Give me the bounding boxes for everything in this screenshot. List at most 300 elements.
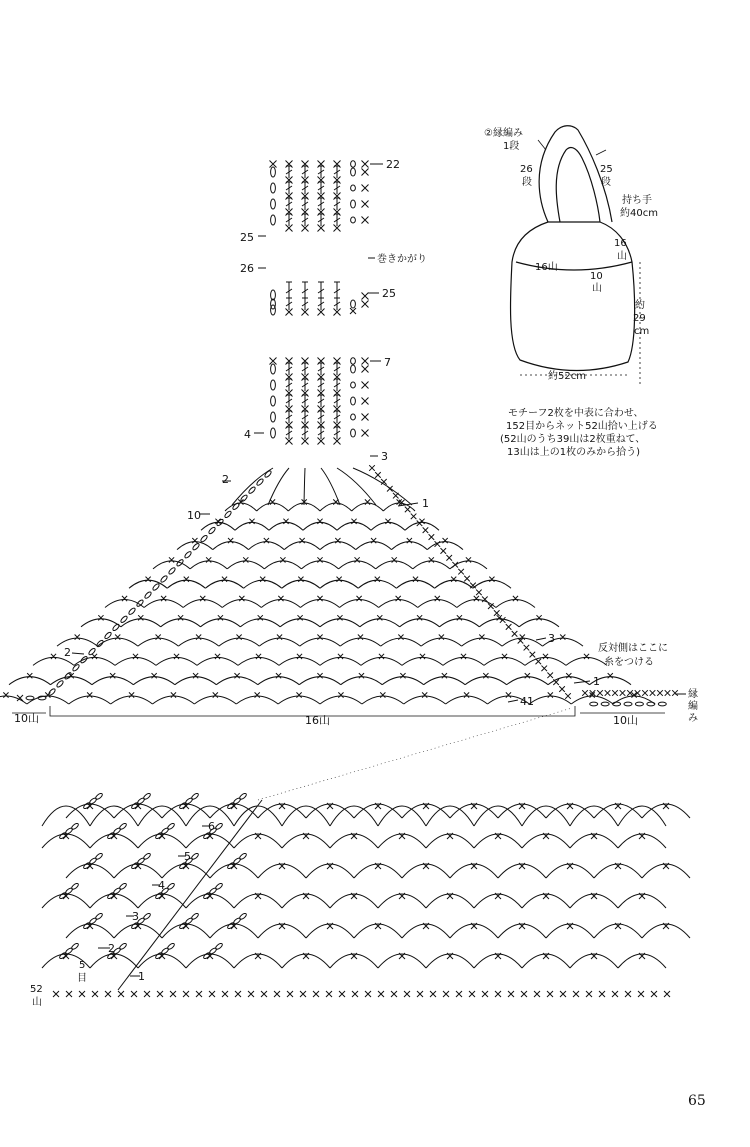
dc-stitch [302,282,308,300]
net-arch [474,806,522,826]
net-arch [175,677,216,685]
sc-stitch [543,654,548,659]
sc-stitch [317,519,322,524]
sc-stitch [222,577,227,582]
sc-stitch [296,692,301,697]
chain-stitch [271,380,276,390]
sc-stitch [651,991,657,997]
sc-stitch [161,596,166,601]
net-arch [356,542,392,550]
bag-height-2: 29 [633,313,646,324]
dc-stitch [334,166,340,178]
sc-stitch [417,615,422,620]
opposite-note-1: 反対側はここに [598,643,668,654]
sc-stitch [317,596,322,601]
sc-stitch [439,635,444,640]
dc-stitch [302,363,308,375]
sc-stitch [235,991,241,997]
sc-stitch [547,672,553,678]
sc-stitch [92,991,98,997]
dc-stitch [286,363,292,375]
net-arch [340,638,380,646]
net-arch [320,657,361,665]
fan-line [321,468,340,505]
sc-stitch [115,635,120,640]
sc-stitch [335,538,340,543]
net-mark-5: 5 [79,960,86,971]
dc-stitch [302,214,308,226]
net-arch [376,561,413,569]
chain-stitch [71,882,80,890]
net-arch [440,619,480,627]
net-row-1: 1 [138,970,145,983]
dc-stitch [334,363,340,375]
sc-stitch [297,654,302,659]
net-arch [320,696,362,704]
sc-stitch [385,519,390,524]
chain-stitch [271,428,276,438]
chain-stitch [351,382,356,388]
page-number: 65 [688,1093,706,1109]
sc-stitch [362,430,369,437]
net-arch [133,677,174,685]
sc-stitch [298,577,303,582]
dc-stitch [318,363,324,375]
sc-stitch [352,991,358,997]
sc-stitch [605,690,611,696]
sc-stitch [417,991,423,997]
sc-stitch [469,991,475,997]
net-arch [205,580,243,588]
sc-stitch [184,577,189,582]
net-arch [183,600,222,608]
dc-stitch [286,379,292,391]
sc-stitch [584,654,589,659]
sc-stitch [597,690,603,696]
net-arch [360,619,400,627]
chain-stitch [143,852,152,860]
net-arch [507,677,548,685]
sc-stitch [442,673,447,678]
net-arch [330,806,378,826]
chain-stitch [200,534,208,542]
chain-stitch [351,365,356,373]
sc-stitch [362,169,369,176]
dc-stitch [334,214,340,226]
sc-stitch [457,615,462,620]
net-arch [413,561,450,569]
net-arch [571,696,613,704]
label-arrows [72,481,686,702]
net-arch [435,580,473,588]
net-arch [279,657,320,665]
net-arch [111,696,153,704]
strap-row-22: 22 [386,158,400,171]
sc-stitch [400,673,405,678]
sc-stitch [422,692,427,697]
bag-width: 約52cm [548,371,586,382]
sc-stitch [138,615,143,620]
chain-stitch [351,161,356,167]
chain-stitch [95,852,104,860]
sc-stitch [157,991,163,997]
sc-stitch [248,991,254,997]
sc-stitch [387,486,393,492]
sc-stitch [338,654,343,659]
net-arch [234,806,282,826]
net-mark-yama: 山 [32,997,42,1008]
net-arch [529,696,571,704]
sc-stitch [541,666,547,672]
sc-stitch [566,673,571,678]
sc-stitch [317,673,322,678]
dc-stitch [302,182,308,194]
net-arch [258,677,299,685]
net-row-2: 2 [108,942,115,955]
chain-stitch [168,567,176,575]
net-mark-me: 目 [77,973,87,984]
sc-stitch [404,991,410,997]
sc-stitch [446,555,452,561]
dc-stitch [286,198,292,210]
dc-stitch [318,182,324,194]
net-arch [379,600,418,608]
chain-stitch [88,647,96,655]
sc-stitch [79,991,85,997]
net-arch [235,522,269,530]
sc-stitch [506,692,511,697]
net-arch [339,561,376,569]
sc-stitch [243,557,248,562]
net-arch [278,696,320,704]
net-arch [479,619,519,627]
triangle-chart [0,465,686,706]
sc-stitch [351,519,356,524]
bag-right-rows-2: 段 [601,177,611,188]
net-arch [426,806,474,826]
sc-stitch [396,596,401,601]
sc-stitch [456,991,462,997]
sc-stitch [258,615,263,620]
net-arch [257,503,289,511]
dc-stitch [286,166,292,178]
sc-stitch [270,161,277,168]
net-arch [378,806,426,826]
net-arch [197,657,238,665]
sc-stitch [461,654,466,659]
sc-stitch [215,654,220,659]
dc-stitch [286,182,292,194]
sc-stitch [206,557,211,562]
opposite-note-2: 糸をつける [604,657,654,668]
net-arch [352,503,384,511]
sc-stitch [256,654,261,659]
sc-stitch [236,635,241,640]
sc-stitch [53,991,59,997]
net-row-6: 6 [208,820,215,833]
chain-stitch [590,702,598,706]
strap-row-26: 26 [240,262,254,275]
sc-stitch [650,690,656,696]
sc-stitch [506,624,512,630]
tri-row-41: 41 [520,695,534,708]
sc-stitch [559,686,565,692]
sc-stitch [264,538,269,543]
sc-stitch [443,991,449,997]
dc-stitch [334,427,340,439]
net-arch [337,522,371,530]
net-arch [284,542,320,550]
chain-stitch [160,575,168,583]
sc-stitch [228,538,233,543]
net-arch [404,696,446,704]
chain-stitch [271,364,276,374]
chain-stitch [239,852,248,860]
sc-stitch [513,596,518,601]
sc-stitch [612,991,618,997]
sc-stitch [464,692,469,697]
net-chart [42,792,690,997]
sc-stitch [362,382,369,389]
net-arch [138,638,178,646]
net-arch [282,580,320,588]
bag-center16: 16山 [535,262,558,273]
dc-stitch [318,379,324,391]
chain-stitch [271,199,276,209]
sc-stitch [502,654,507,659]
sc-stitch [494,610,500,616]
tri-row-1: 1 [422,497,429,510]
chain-stitch [351,200,356,208]
sc-stitch [452,562,458,568]
chain-stitch [215,942,224,950]
sc-stitch [464,576,470,582]
bag-side10-1: 10 [590,271,603,282]
bag-note-3: (52山のうち39山は2枚重ねて、 [500,434,646,445]
strap-row-3: 3 [381,450,388,463]
chain-stitch [208,526,216,534]
sc-stitch [369,465,375,471]
chain-stitch [351,185,356,191]
net-arch [320,619,360,627]
chain-stitch [119,942,128,950]
sc-stitch [239,596,244,601]
net-arch [371,522,405,530]
fan-line [353,468,412,505]
net-arch [264,561,301,569]
chain-stitch [264,470,272,478]
dc-stitch [318,411,324,423]
net-arch [446,696,488,704]
net-arch [301,561,338,569]
net-row-4: 4 [158,879,165,892]
net-arch [400,619,440,627]
bag-left-rows-1: 26 [520,164,533,175]
dc-stitch [286,427,292,439]
net-arch [570,806,618,826]
sc-stitch [87,692,92,697]
net-arch [303,522,337,530]
net-arch [194,696,236,704]
chain-stitch [152,583,160,591]
net-arch [525,657,566,665]
sc-stitch [495,991,501,997]
net-arch [121,619,161,627]
sc-stitch [565,693,571,699]
sc-stitch [3,692,8,697]
dc-stitch [302,395,308,407]
sc-stitch [664,991,670,997]
sc-stitch [337,615,342,620]
chain-stitch [635,702,643,706]
chain-stitch [271,396,276,406]
dc-stitch [334,182,340,194]
strap-labels [240,158,427,463]
sc-stitch [192,538,197,543]
chain-stitch [351,217,356,223]
dc-stitch [318,282,324,300]
sc-stitch [612,690,618,696]
chain-stitch [71,942,80,950]
sc-stitch [413,577,418,582]
sc-stitch [362,293,369,300]
dc-stitch [334,198,340,210]
net-arch [299,677,340,685]
chain-stitch [224,510,232,518]
net-arch [362,696,404,704]
sc-stitch [133,654,138,659]
chain-stitch [658,702,666,706]
sc-stitch [411,514,417,520]
sc-stitch [657,690,663,696]
net-arch [320,542,356,550]
sc-stitch [66,991,72,997]
chain-stitch [191,852,200,860]
span-left: 10山 [14,712,39,725]
sc-stitch [377,615,382,620]
sc-stitch [362,217,369,224]
sc-stitch [378,991,384,997]
chain-stitch [192,543,200,551]
sc-stitch [582,690,588,696]
dc-stitch [318,198,324,210]
net-arch [396,580,434,588]
sc-stitch [362,185,369,192]
sc-stitch [313,991,319,997]
chain-stitch [64,672,72,680]
sc-stitch [131,991,137,997]
net-arch [361,657,402,665]
sc-stitch [586,991,592,997]
sc-stitch [440,548,446,554]
net-arch [225,503,257,511]
sc-stitch [196,635,201,640]
tri-row-2-left: 2 [64,646,71,659]
sc-stitch [371,538,376,543]
sc-stitch [362,398,369,405]
bag-edging-1: ②縁編み [484,128,523,139]
net-arch [222,600,261,608]
sc-stitch [474,596,479,601]
sc-stitch [183,991,189,997]
sc-stitch [337,577,342,582]
sc-stitch [278,596,283,601]
net-arch [138,806,186,826]
sc-stitch [642,690,648,696]
sc-stitch [196,991,202,997]
sc-stitch [283,519,288,524]
sc-stitch [536,615,541,620]
chain-stitch [215,882,224,890]
sc-stitch [500,617,506,623]
net-row-5: 5 [184,850,191,863]
net-arch [421,638,461,646]
chain-stitch [624,702,632,706]
sc-stitch [92,654,97,659]
chain-stitch [167,942,176,950]
sc-stitch [524,645,530,651]
strap-chart [254,161,383,457]
sc-stitch [362,366,369,373]
sc-stitch [560,991,566,997]
sc-stitch [222,991,228,997]
chain-stitch [601,702,609,706]
net-arch [261,600,300,608]
chain-stitch [112,623,120,631]
bag-labels [484,126,658,458]
sc-stitch [362,358,369,365]
sc-stitch [200,596,205,601]
dc-stitch [334,395,340,407]
chain-stitch [119,882,128,890]
sc-stitch [287,991,293,997]
sc-stitch [665,690,671,696]
sc-stitch [274,991,280,997]
net-arch [465,677,506,685]
net-arch [259,638,299,646]
sc-stitch [356,596,361,601]
dc-stitch [334,282,340,300]
sc-stitch [359,673,364,678]
tri-row-10: 10 [187,509,201,522]
chain-stitch [96,639,104,647]
net-arch [566,657,607,665]
sc-stitch [169,557,174,562]
sc-stitch [129,692,134,697]
sc-stitch [355,557,360,562]
chain-stitch [271,305,276,315]
sc-stitch [512,631,518,637]
dc-stitch [334,411,340,423]
sc-stitch [672,690,678,696]
net-arch [340,600,379,608]
net-arch [74,657,115,665]
dc-stitch [302,198,308,210]
net-arch [50,677,91,685]
sc-stitch [174,654,179,659]
net-arch [249,542,285,550]
chain-stitch [351,429,356,437]
tri-row-1-right: 1 [593,675,600,688]
dc-stitch [302,379,308,391]
sc-stitch [297,615,302,620]
sc-stitch [270,499,275,504]
net-arch [341,677,382,685]
sc-stitch [375,472,381,478]
bag-height-3: cm [634,326,650,337]
sc-stitch [483,673,488,678]
sc-stitch [398,635,403,640]
